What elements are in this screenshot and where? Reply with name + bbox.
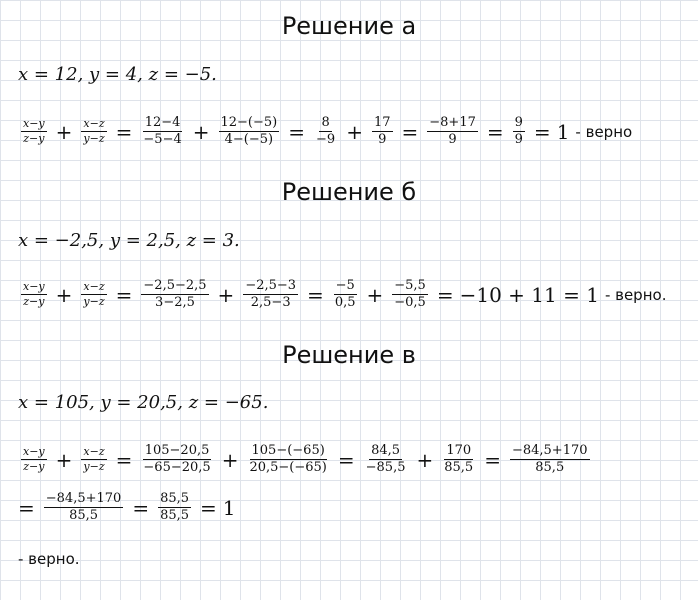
numerator: 170 [444,444,473,460]
fraction [81,281,106,308]
plus-sign: + [221,447,239,472]
equals-sign: = [115,119,133,144]
fraction [141,444,212,476]
fraction [21,446,47,473]
numerator: x−z [81,446,106,460]
equals-sign: = [115,447,133,472]
verdict-text: - верно [575,122,633,141]
denominator: −9 [316,132,336,148]
numerator: −8+17 [427,116,478,132]
equals-sign: = [115,282,133,307]
equals-sign: = [18,495,35,520]
heading-solution-a: Решение а [281,12,417,40]
equals-sign: = [486,119,504,144]
fraction [372,116,393,148]
denominator: 85,5 [535,460,565,476]
equals-sign: = [533,119,551,144]
denominator: 4−(−5) [224,132,274,148]
equation-c-line3 [18,550,80,568]
numerator: −2,5−3 [243,279,298,295]
fraction [21,118,47,145]
denominator: 9 [378,132,387,148]
given-text-a: x = 12, y = 4, z = −5. [18,64,217,85]
plus-sign: + [192,119,210,144]
fraction [314,116,337,148]
numerator: 9 [513,116,525,132]
numerator: x−z [81,118,106,132]
verdict-text: - верно. [18,550,80,568]
plus-sign: + [55,282,73,307]
fraction [141,116,183,148]
equation-c-line1 [18,444,593,476]
denominator: 85,5 [69,508,99,524]
denominator: z−y [23,460,45,474]
numerator: −5 [334,279,357,295]
equals-sign: = [200,495,217,520]
numerator: x−z [81,281,106,295]
result-expression: −10 + 11 = 1 [459,282,599,307]
fraction [513,116,525,148]
fraction [364,444,408,476]
denominator: −65−20,5 [143,460,211,476]
given-text-b: x = −2,5, y = 2,5, z = 3. [18,230,240,251]
numerator: −5,5 [392,279,428,295]
numerator: −84,5+170 [510,444,590,460]
fraction [247,444,328,476]
equals-sign: = [484,447,501,472]
equals-sign: = [401,119,419,144]
heading-solution-b: Решение б [281,178,417,206]
plus-sign: + [217,282,235,307]
heading-solution-c: Решение в [282,341,416,369]
denominator: 9 [448,132,457,148]
numerator: x−y [21,446,47,460]
given-values-c [18,392,268,413]
denominator: y−z [83,132,105,146]
given-text-c: x = 105, y = 20,5, z = −65. [18,392,269,413]
denominator: 85,5 [444,460,474,476]
equals-sign: = [337,447,355,472]
plus-sign: + [55,119,73,144]
numerator: 105−(−65) [250,444,327,460]
fraction [141,279,208,311]
equation-c-line2 [18,492,236,524]
denominator: z−y [23,132,45,146]
denominator: −0,5 [394,295,426,311]
denominator: −5−4 [143,132,182,148]
numerator: −84,5+170 [44,492,124,508]
denominator: y−z [83,295,105,309]
given-values-a [18,64,217,85]
result-value: 1 [222,495,236,520]
fraction [21,281,47,308]
denominator: 0,5 [334,295,356,311]
numerator: 17 [372,116,393,132]
plus-sign: + [366,282,384,307]
denominator: 85,5 [160,508,190,524]
equation-a [18,116,632,148]
numerator: 105−20,5 [143,444,212,460]
plus-sign: + [55,447,73,472]
equals-sign: = [307,282,324,307]
denominator: 3−2,5 [155,295,195,311]
numerator: 8 [319,116,331,132]
denominator: −85,5 [365,460,406,476]
numerator: x−y [21,281,47,295]
equals-sign: = [132,495,150,520]
denominator: 20,5−(−65) [249,460,327,476]
equals-sign: = [436,282,454,307]
fraction [510,444,590,476]
numerator: 84,5 [369,444,402,460]
fraction [81,118,106,145]
numerator: 12−4 [143,116,183,132]
numerator: 12−(−5) [219,116,280,132]
equals-sign: = [288,119,306,144]
verdict-text: - верно. [604,285,667,304]
numerator: 85,5 [158,492,191,508]
fraction [219,116,280,148]
plus-sign: + [416,447,434,472]
numerator: −2,5−2,5 [141,279,208,295]
fraction [333,279,358,311]
denominator: y−z [83,460,105,474]
fraction [44,492,124,524]
equation-b [18,279,666,311]
denominator: 9 [514,132,523,148]
fraction [442,444,475,476]
result-value: 1 [556,119,570,144]
fraction [392,279,428,311]
plus-sign: + [346,119,363,144]
denominator: z−y [23,295,45,309]
numerator: x−y [21,118,47,132]
fraction [81,446,106,473]
fraction [427,116,478,148]
fraction [158,492,191,524]
fraction [243,279,298,311]
denominator: 2,5−3 [250,295,291,311]
given-values-b [18,230,240,251]
